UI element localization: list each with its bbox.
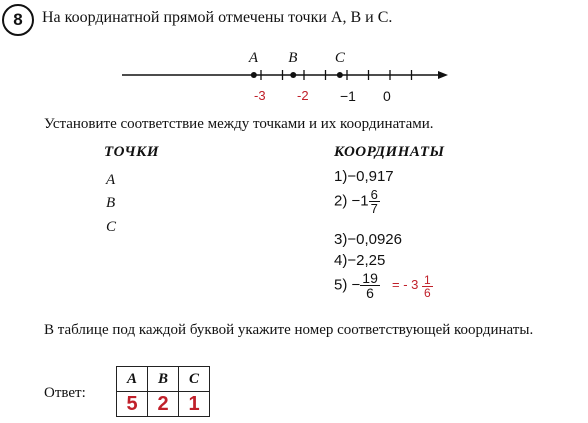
number-line-point-a: A [248,50,258,66]
point-b-dot [290,72,296,78]
coordinates-header: КООРДИНАТЫ [334,144,445,160]
number-line-tick-label: -2 [297,88,309,103]
option-5: 5) − $\frac{19}{6}$ = - 3 $\frac{1}{6}$ [334,270,431,301]
number-line-arrow-icon [438,71,448,79]
answer-header-a: A [117,367,148,392]
option-3: 3)−0,0926 [334,231,402,248]
answer-cell-a[interactable]: 5 [117,392,148,417]
answer-header-b: B [148,367,179,392]
point-c-label: C [106,219,117,235]
answer-table [116,366,210,417]
table-instruction: В таблице под каждой буквой укажите номер соответствующей координаты. [44,322,534,338]
number-line-tick-label: −1 [340,88,356,104]
number-line-point-b: B [288,50,298,66]
answer-header-c: C [179,367,210,392]
point-a-dot [251,72,257,78]
problem-number: 8 [2,4,34,36]
points-header: ТОЧКИ [104,144,159,160]
number-line-point-c: C [334,50,345,66]
option-1: 1)−0,917 [334,168,394,185]
instruction-text: Установите соответствие между точками и их координатами. [44,116,434,132]
option-5-handwritten-note: = - 3 $\frac{1}{6}$ [392,272,431,300]
problem-statement: На координатной прямой отмечены точки A, B и C. [42,9,393,26]
number-line-tick-label: 0 [383,88,391,104]
answer-label: Ответ: [44,385,86,401]
point-a-label: A [106,172,116,188]
option-4: 4)−2,25 [334,252,386,269]
point-b-label: B [106,195,116,211]
option-2: 2) −1 $\frac{6}{7}$ [334,187,378,216]
point-c-dot [337,72,343,78]
answer-cell-b[interactable]: 2 [148,392,179,417]
answer-cell-c[interactable]: 1 [179,392,210,417]
number-line-tick-label: -3 [254,88,266,103]
